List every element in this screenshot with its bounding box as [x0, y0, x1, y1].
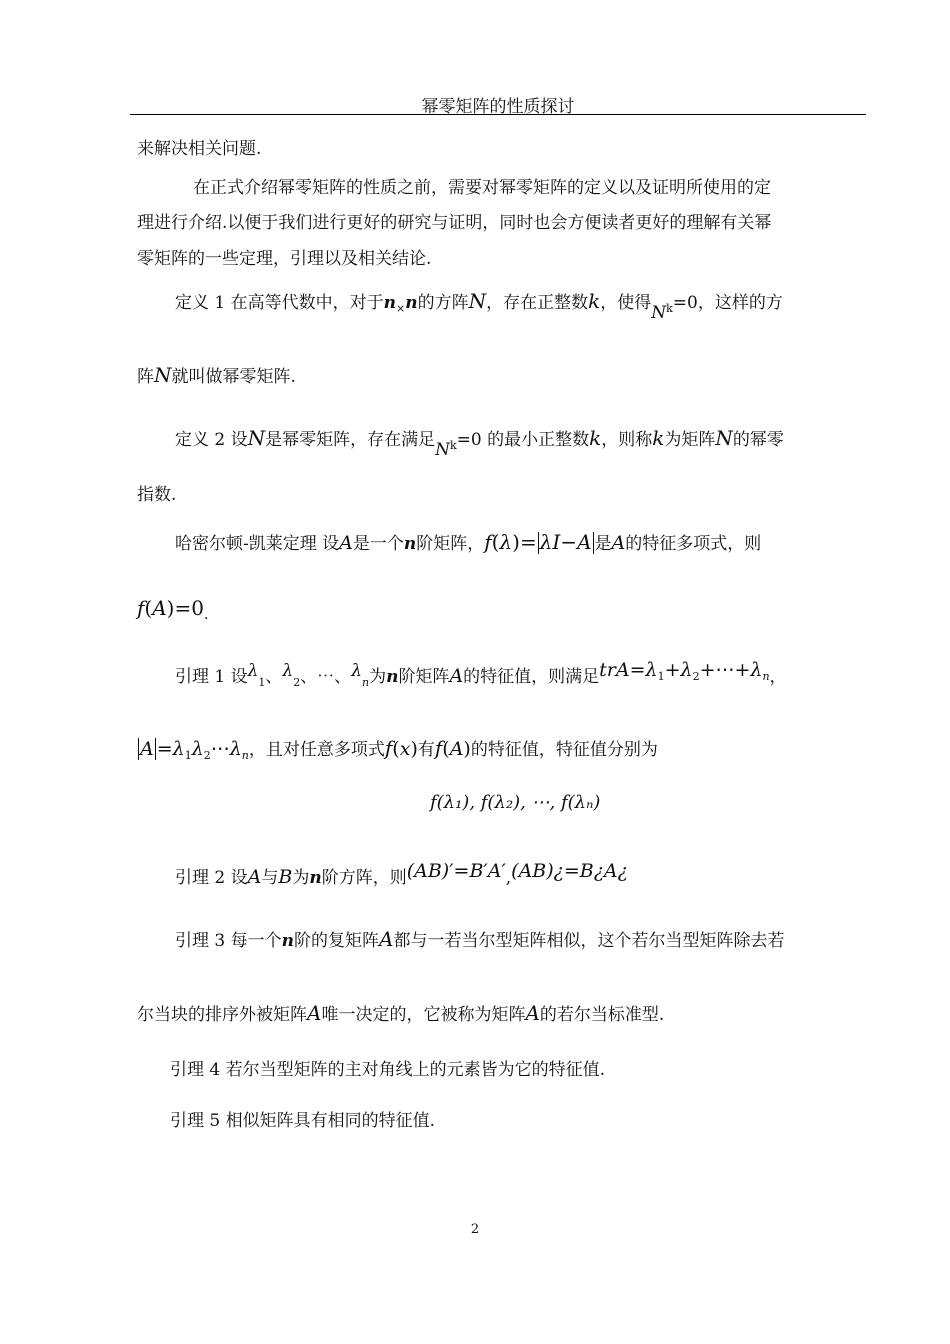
- lemma-1-line-1: 引理 1 设$\lambda_1$、$\lambda_2$、⋯、$\lambda_n$为n阶矩阵A的特征值，则满足$trA=\lambda_1+\lambda_2+\cdots+\lambda_n$，: [175, 659, 787, 689]
- definition-1-line-2: 阵N就叫做幂零矩阵.: [137, 363, 296, 387]
- definition-2-line-1: 定义 2 设N是幂零矩阵，存在满足$N_k=0$ 的最小正整数k，则称k为矩阵N的幂零: [175, 426, 784, 460]
- lemma-1-line-2: $A =\lambda_1\lambda_2\cdots\lambda_n$，且对任意多项式f(x)有f(A)的特征值，特征值分别为: [140, 736, 658, 762]
- definition-1-line-1: 定义 1 在高等代数中，对于$n_\times n$的方阵N，存在正整数k，使得$N_k=0$，这样的方: [175, 289, 783, 323]
- intro-line-2: 理进行介绍.以便于我们进行更好的研究与证明，同时也会方便读者更好的理解有关幂: [137, 213, 772, 233]
- definition-2-line-2: 指数.: [137, 485, 177, 505]
- running-header: 幂零矩阵的性质探讨: [421, 97, 575, 117]
- lemma-3-line-1: 引理 3 每一个n阶的复矩阵A都与一若当尔型矩阵相似，这个若尔当型矩阵除去若: [175, 927, 785, 951]
- lemma-2: 引理 2 设A与B为n阶方阵，则(AB)′=B′A′,(AB)¿=B¿A¿: [175, 860, 628, 888]
- lemma-4: 引理 4 若尔当型矩阵的主对角线上的元素皆为它的特征值.: [170, 1060, 606, 1080]
- intro-line-1: 在正式介绍幂零矩阵的性质之前，需要对幂零矩阵的定义以及证明所使用的定: [193, 178, 771, 198]
- page-number: 2: [470, 1222, 480, 1237]
- cayley-hamilton-line-1: 哈密尔顿-凯莱定理 设A是一个n阶矩阵，f(λ)= λI−A 是A的特征多项式，则: [175, 530, 762, 554]
- lemma-3-line-2: 尔当块的排序外被矩阵A唯一决定的，它被称为矩阵A的若尔当标准型.: [137, 1001, 665, 1025]
- cayley-hamilton-formula: $f(A)=0_.$: [137, 596, 209, 623]
- intro-line-3: 零矩阵的一些定理，引理以及相关结论.: [137, 249, 432, 269]
- lemma-1-eigenvalue-formula: f(λ₁), f(λ₂), ⋯, f(λₙ): [430, 792, 601, 813]
- lemma-5: 引理 5 相似矩阵具有相同的特征值.: [170, 1111, 436, 1131]
- paragraph-continuation: 来解决相关问题.: [137, 139, 262, 159]
- header-rule: [130, 114, 866, 115]
